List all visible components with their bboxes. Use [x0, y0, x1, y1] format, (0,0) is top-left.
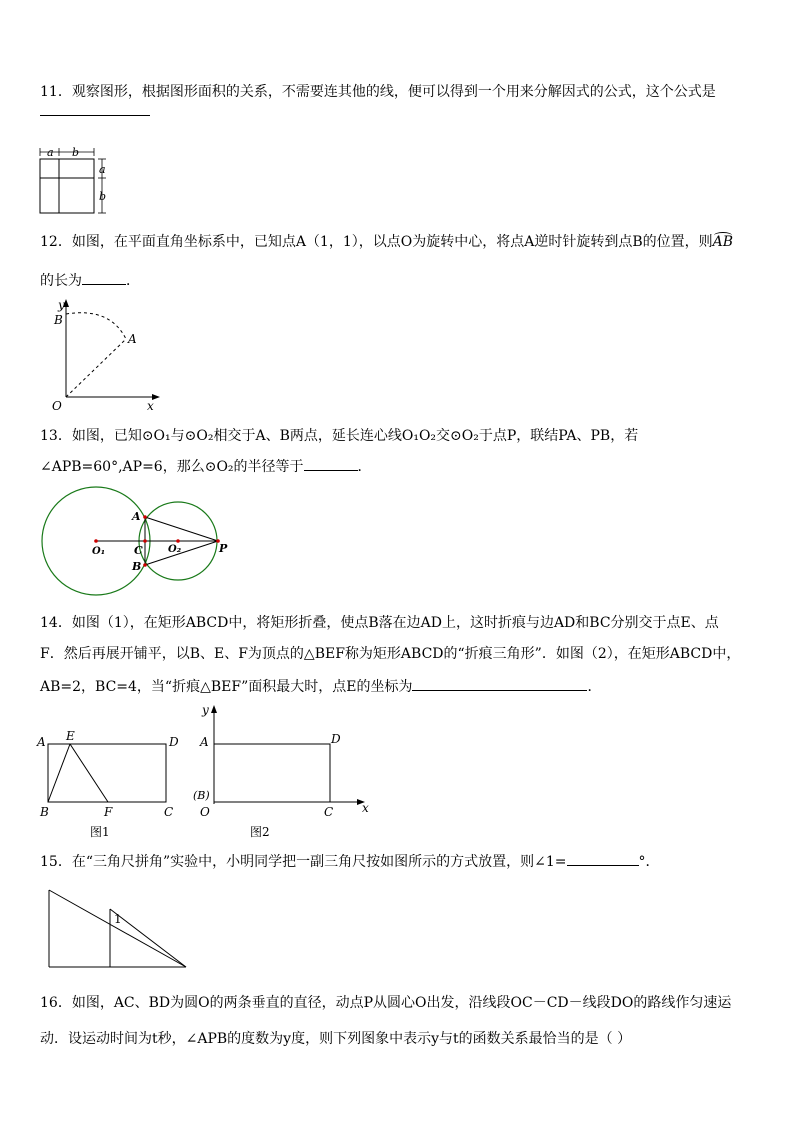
q13-label-O1: O₁ [92, 546, 106, 557]
q11-label-a-right: a [99, 163, 106, 176]
fig2-label-C: C [324, 805, 334, 819]
q15-text: 15．在“三角尺拼角”实验中，小明同学把一副三角尺按如图所示的方式放置，则∠1= °． [40, 851, 660, 872]
q12-text: 12．如图，在平面直角坐标系中，已知点A（1，1），以点O为旋转中心，将点A逆时针旋转到点B的位置，则 [40, 234, 713, 250]
q11-label-b: b [72, 146, 80, 159]
fig2-label-y: y [202, 703, 209, 717]
q13-answer-blank[interactable] [304, 456, 358, 471]
q12-line2: 的长为 ． [40, 270, 140, 291]
fig2-label-O: O [200, 805, 210, 819]
q12-label-y: y [58, 298, 65, 312]
q13-line1: 13．如图，已知⊙O₁与⊙O₂相交于A、B两点，延长连心线O₁O₂交⊙O₂于点P，联结PA、PB，若 [40, 428, 639, 444]
fig1-caption: 图1 [90, 825, 110, 839]
q13-figure [38, 484, 238, 599]
fig2-label-D: D [331, 732, 341, 746]
q14-line2: F．然后再展开铺平，以B、E、F为顶点的△BEF称为矩形ABCD的“折痕三角形”．如图（2），在矩形ABCD中， [40, 646, 741, 662]
q12-label-A: A [128, 332, 137, 346]
q14-figure2 [190, 702, 380, 842]
fig2-caption: 图2 [250, 825, 270, 839]
q14-answer-blank[interactable] [412, 676, 587, 691]
q13-label-P: P [219, 542, 228, 555]
q11-text: 11．观察图形，根据图形面积的关系，不需要连其他的线，便可以得到一个用来分解因式的公式，这个公式是 [40, 84, 716, 100]
fig1-label-D: D [169, 735, 179, 749]
q12-label-B: B [54, 313, 63, 327]
q13-label-C: C [134, 544, 143, 557]
arc-symbol-icon [714, 232, 732, 239]
q15-figure [44, 885, 190, 971]
q12-arc-ab: AB [712, 234, 734, 250]
q14-line1: 14．如图（1），在矩形ABCD中，将矩形折叠，使点B落在边AD上，这时折痕与边AD和BC分别交于点E、点 [40, 615, 719, 631]
q12-line1 [40, 232, 733, 252]
fig2-label-A: A [200, 735, 209, 749]
q11-figure [36, 145, 116, 217]
q14-figure1 [36, 702, 186, 842]
q12-label-x: x [147, 399, 154, 413]
q13-label-B: B [132, 560, 142, 573]
q13-label-A: A [132, 510, 141, 523]
q12-figure [40, 297, 170, 417]
q11-label-b-right: b [99, 190, 107, 203]
q16-line2: 动．设运动时间为t秒，∠APB的度数为y度，则下列图象中表示y与t的函数关系最恰当的是（ ） [40, 1031, 632, 1047]
fig2-label-x: x [362, 801, 369, 815]
q13-line2: ∠APB=60°,AP=6，那么⊙O₂的半径等于 ． [40, 456, 372, 477]
fig1-label-B: B [40, 805, 49, 819]
fig1-label-C: C [164, 805, 174, 819]
q12-label-O: O [52, 399, 62, 413]
q12-answer-blank[interactable] [82, 270, 126, 285]
q15-answer-blank[interactable] [567, 851, 639, 866]
q11-label-a: a [47, 146, 54, 159]
fig2-label-Bp: (B) [193, 789, 210, 802]
q14-line3: AB=2，BC=4，当“折痕△BEF”面积最大时，点E的坐标为 ． [40, 676, 601, 697]
fig1-label-A: A [37, 735, 46, 749]
q16-line1: 16．如图，AC、BD为圆O的两条垂直的直径，动点P从圆心O出发，沿线段OC－CD－线段DO的路线作匀速运 [40, 995, 732, 1011]
fig1-label-F: F [104, 805, 113, 819]
fig1-label-E: E [66, 729, 75, 743]
q11-answer-blank[interactable] [40, 115, 150, 116]
q15-label-1: 1 [114, 912, 122, 926]
q13-label-O2: O₂ [168, 544, 182, 555]
